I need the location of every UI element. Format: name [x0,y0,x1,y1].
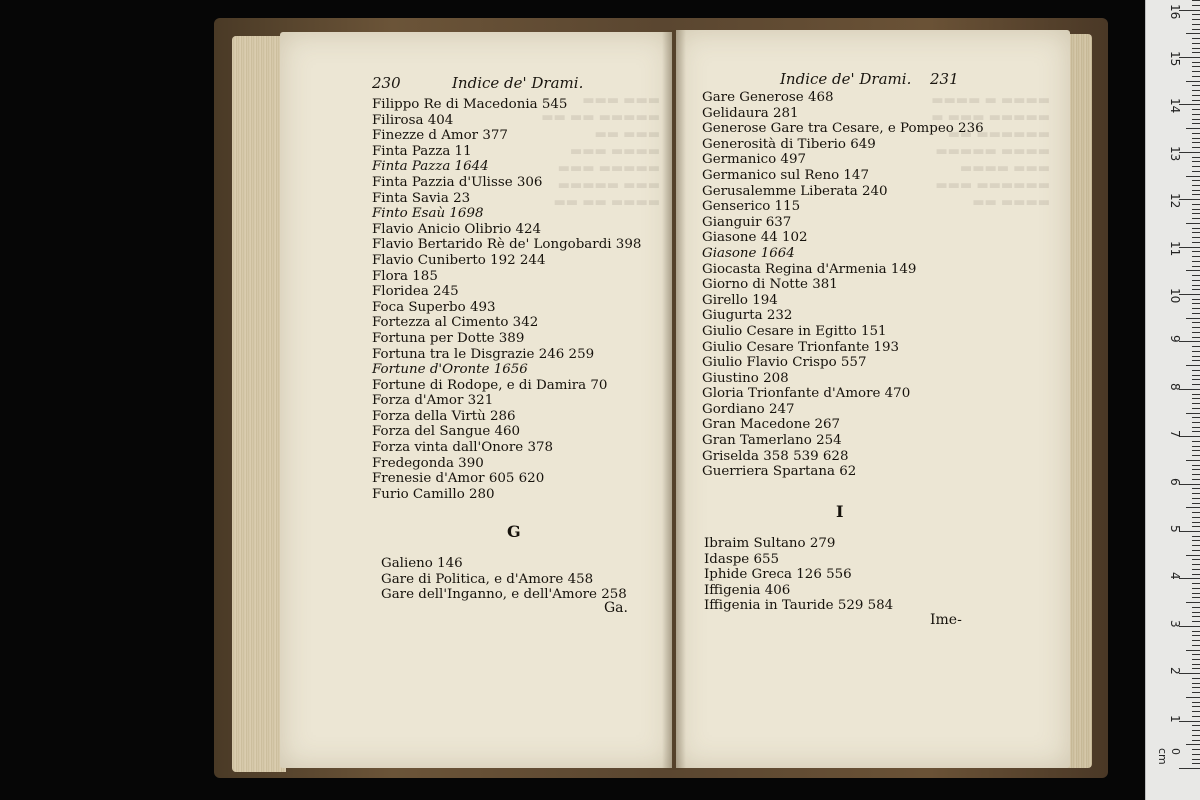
index-entry: Idaspe 655 [704,551,780,567]
ruler-tick [1192,455,1200,456]
ruler-tick [1192,251,1200,252]
index-entry: Fortezza al Cimento 342 [372,315,539,331]
ruler-tick [1192,232,1200,233]
ruler-tick [1186,460,1200,461]
ruler-tick [1192,218,1200,219]
ruler-tick [1192,749,1200,750]
ruler-tick [1192,474,1200,475]
ruler-tick [1186,33,1200,34]
ruler-tick [1179,436,1200,437]
ruler-number: 6 [1168,477,1182,486]
ruler-tick [1192,583,1200,584]
ruler-tick [1186,507,1200,508]
section-letter-g: G [507,522,521,541]
index-entry: Gianguir 637 [702,214,792,230]
ruler-tick [1192,133,1200,134]
ruler-number: 13 [1168,145,1182,162]
right-running-header: Indice de' Drami. [780,70,912,88]
right-page-number: 231 [930,70,959,88]
index-entry: Gordiano 247 [702,401,795,417]
ruler-tick [1192,95,1200,96]
index-entry: Giocasta Regina d'Armenia 149 [702,261,917,277]
index-entry: Genserico 115 [702,199,801,215]
ruler-tick [1192,711,1200,712]
ruler-tick [1192,408,1200,409]
ruler-tick [1192,427,1200,428]
ruler-tick [1192,209,1200,210]
ruler-tick [1192,237,1200,238]
ruler-tick [1192,450,1200,451]
ruler-tick [1192,19,1200,20]
ruler-tick [1192,62,1200,63]
ruler-tick [1179,721,1200,722]
ruler-tick [1192,280,1200,281]
ruler-tick [1192,289,1200,290]
ruler-tick [1192,303,1200,304]
index-entry: Giulio Cesare in Egitto 151 [702,323,887,339]
ruler-tick [1192,0,1200,1]
left-index-list [372,97,641,502]
ruler-tick [1179,10,1200,11]
ruler-tick [1192,398,1200,399]
ruler-tick [1179,673,1200,674]
ruler-tick [1186,413,1200,414]
ruler-tick [1192,664,1200,665]
ruler-number: 4 [1168,572,1182,581]
index-entry: Generose Gare tra Cesare, e Pompeo 236 [702,121,984,137]
ruler-tick [1192,261,1200,262]
ruler-number: 2 [1168,667,1182,675]
ruler-tick [1192,678,1200,679]
ruler-tick [1192,716,1200,717]
index-entry: Gloria Trionfante d'Amore 470 [702,386,911,402]
ruler-tick [1192,645,1200,646]
ruler-tick [1192,346,1200,347]
ruler-tick [1192,190,1200,191]
ruler-tick [1192,635,1200,636]
index-entry: Forza vinta dall'Onore 378 [372,440,554,456]
ruler-tick [1192,299,1200,300]
ruler-tick [1192,706,1200,707]
ruler-tick [1192,730,1200,731]
ruler-tick [1192,469,1200,470]
index-entry: Gran Macedone 267 [702,417,841,433]
ruler-tick [1192,574,1200,575]
ruler-tick [1192,683,1200,684]
ruler-tick [1192,631,1200,632]
left-page-number: 230 [372,74,401,92]
ruler-tick [1179,152,1200,153]
index-entry: Filirosa 404 [372,112,454,128]
ruler-tick [1192,43,1200,44]
index-entry: Giasone 1664 [702,245,795,261]
ruler-tick [1192,498,1200,499]
ruler-tick [1192,536,1200,537]
index-entry: Gare di Politica, e d'Amore 458 [381,571,594,587]
index-entry: Finta Pazza 11 [372,143,472,159]
ruler-tick [1192,446,1200,447]
left-running-header: Indice de' Drami. [452,74,584,92]
ruler-tick [1192,754,1200,755]
ruler-tick [1192,194,1200,195]
index-entry: Flavio Cuniberto 192 244 [372,252,546,268]
index-entry: Forza del Sangue 460 [372,424,521,440]
index-entry: Germanico 497 [702,152,806,168]
ruler-tick [1192,545,1200,546]
ruler-tick [1192,76,1200,77]
ruler-tick [1192,616,1200,617]
ruler-tick [1186,602,1200,603]
index-entry: Filippo Re di Macedonia 545 [372,97,568,112]
ruler-tick [1192,569,1200,570]
index-entry: Frenesie d'Amor 605 620 [372,471,545,487]
index-entry: Gare dell'Inganno, e dell'Amore 258 [381,587,627,603]
index-entry: Giulio Flavio Crispo 557 [702,355,867,371]
ruler-tick [1192,157,1200,158]
ruler-tick [1179,294,1200,295]
index-entry: Fredegonda 390 [372,455,484,471]
ruler-tick [1192,559,1200,560]
index-entry: Finto Esaù 1698 [372,206,484,222]
ruler-tick [1192,763,1200,764]
index-entry: Gare Generose 468 [702,90,834,105]
page-edges-left [232,36,286,772]
show-through-right: ▬▬▬▬ ▬ ▬▬▬▬ ▬▬▬▬▬ ▬▬▬ ▬ ▬▬▬▬▬▬ ▬▬ ▬▬▬▬ ▬▬▬▬▬ ▬▬▬ ▬▬▬▬ ▬▬▬▬▬▬ ▬▬▬ ▬▬▬▬ ▬▬ [931,93,1050,210]
ruler-number: 8 [1168,382,1182,391]
index-entry: Giulio Cesare Trionfante 193 [702,339,900,355]
show-through-left: ▬▬▬ ▬▬▬ ▬▬▬▬▬ ▬▬ ▬▬ ▬▬▬ ▬▬ ▬▬▬▬ ▬▬▬ ▬▬▬▬▬ ▬▬▬ ▬▬▬ ▬▬▬▬▬ ▬▬▬▬ ▬▬ ▬▬ [541,93,660,210]
ruler-tick [1192,692,1200,693]
ruler-tick [1186,176,1200,177]
ruler-tick [1192,668,1200,669]
ruler-tick [1192,735,1200,736]
index-entry: Girello 194 [702,292,778,308]
section-letter-i: I [836,502,844,521]
ruler-tick [1192,360,1200,361]
index-entry: Foca Superbo 493 [372,299,496,315]
ruler-tick [1192,52,1200,53]
ruler-tick [1192,441,1200,442]
index-entry: Ibraim Sultano 279 [704,536,836,551]
ruler-tick [1192,285,1200,286]
ruler-tick [1192,431,1200,432]
ruler-tick [1192,422,1200,423]
ruler-tick [1192,114,1200,115]
ruler-tick [1179,578,1200,579]
ruler-tick [1192,213,1200,214]
index-entry: Gran Tamerlano 254 [702,433,842,449]
ruler-tick [1192,166,1200,167]
ruler-tick [1179,484,1200,485]
ruler-tick [1186,318,1200,319]
ruler-number: 12 [1168,193,1182,209]
ruler-tick [1192,375,1200,376]
index-entry: Fortuna per Dotte 389 [372,330,525,346]
ruler-tick [1192,384,1200,385]
ruler-tick [1192,351,1200,352]
ruler-tick [1192,488,1200,489]
ruler-number: 3 [1168,619,1182,628]
index-entry: Galieno 146 [381,556,463,571]
ruler-tick [1192,38,1200,39]
left-catchword: Ga. [604,600,628,616]
ruler-tick [1179,57,1200,58]
index-entry: Gerusalemme Liberata 240 [702,183,888,199]
index-entry: Giasone 44 102 [702,230,808,246]
ruler-tick [1179,341,1200,342]
ruler-number: 5 [1168,525,1182,533]
ruler-tick [1192,479,1200,480]
ruler-tick [1192,332,1200,333]
ruler-tick [1192,687,1200,688]
ruler-tick [1192,356,1200,357]
ruler-tick [1179,626,1200,627]
ruler-tick [1192,517,1200,518]
index-entry: Germanico sul Reno 147 [702,167,869,183]
ruler-tick [1192,109,1200,110]
ruler-tick [1179,768,1200,769]
index-entry: Furio Camillo 280 [372,486,495,502]
ruler-tick [1192,621,1200,622]
ruler-tick [1179,389,1200,390]
ruler-tick [1192,180,1200,181]
measuring-ruler [1145,0,1200,800]
ruler-tick [1192,725,1200,726]
ruler-tick [1192,540,1200,541]
index-entry: Giugurta 232 [702,308,793,324]
index-entry: Iffigenia 406 [704,582,791,598]
ruler-tick [1179,104,1200,105]
ruler-tick [1192,403,1200,404]
ruler-tick [1192,512,1200,513]
ruler-tick [1192,313,1200,314]
ruler-tick [1192,740,1200,741]
ruler-tick [1192,337,1200,338]
ruler-number: 10 [1168,288,1182,304]
index-entry: Flora 185 [372,268,438,284]
ruler-tick [1192,119,1200,120]
ruler-tick [1192,564,1200,565]
right-catchword: Ime- [930,612,962,628]
ruler-tick [1192,138,1200,139]
index-entry: Griselda 358 539 628 [702,448,849,464]
ruler-tick [1192,275,1200,276]
left-index-list-g [381,556,627,603]
ruler-tick [1192,607,1200,608]
ruler-tick [1192,266,1200,267]
ruler-tick [1192,14,1200,15]
ruler-tick [1192,597,1200,598]
ruler-tick [1186,223,1200,224]
index-entry: Giustino 208 [702,370,789,386]
ruler-tick [1192,759,1200,760]
right-index-list-i [704,536,893,614]
index-entry: Guerriera Spartana 62 [702,464,857,480]
index-entry: Finta Savia 23 [372,190,471,206]
ruler-tick [1179,531,1200,532]
ruler-tick [1192,171,1200,172]
index-entry: Generosità di Tiberio 649 [702,136,876,152]
ruler-number: 11 [1168,240,1182,256]
index-entry: Finta Pazzia d'Ulisse 306 [372,174,543,190]
ruler-tick [1186,81,1200,82]
ruler-tick [1192,417,1200,418]
ruler-tick [1192,66,1200,67]
index-entry: Giorno di Notte 381 [702,277,838,293]
ruler-tick [1179,199,1200,200]
ruler-tick [1192,100,1200,101]
index-entry: Iphide Greca 126 556 [704,567,852,583]
ruler-tick [1192,522,1200,523]
ruler-tick [1192,370,1200,371]
ruler-tick [1192,5,1200,6]
ruler-tick [1186,365,1200,366]
ruler-number: 9 [1168,335,1182,344]
ruler-tick [1192,612,1200,613]
ruler-tick [1186,697,1200,698]
ruler-tick [1192,228,1200,229]
ruler-tick [1192,550,1200,551]
ruler-tick [1192,493,1200,494]
ruler-tick [1192,640,1200,641]
ruler-tick [1179,247,1200,248]
ruler-number: 15 [1168,51,1182,67]
ruler-tick [1192,123,1200,124]
ruler-tick [1192,588,1200,589]
ruler-tick [1192,327,1200,328]
ruler-tick [1192,29,1200,30]
right-index-list [702,90,984,480]
ruler-tick [1186,128,1200,129]
index-entry: Gelidaura 281 [702,105,799,121]
ruler-tick [1192,90,1200,91]
ruler-tick [1192,526,1200,527]
index-entry: Iffigenia in Tauride 529 584 [704,598,894,614]
ruler-tick [1186,555,1200,556]
ruler-tick [1192,185,1200,186]
ruler-tick [1192,48,1200,49]
index-entry: Finezze d Amor 377 [372,128,508,144]
ruler-tick [1192,465,1200,466]
ruler-tick [1192,242,1200,243]
ruler-tick [1192,308,1200,309]
ruler-tick [1192,702,1200,703]
book-gutter [662,30,686,770]
ruler-tick [1192,256,1200,257]
ruler-tick [1192,147,1200,148]
ruler-tick [1192,142,1200,143]
index-entry: Flavio Bertarido Rè de' Longobardi 398 [372,237,642,253]
ruler-tick [1192,379,1200,380]
ruler-tick [1186,744,1200,745]
ruler-number: 1 [1168,714,1182,723]
ruler-tick [1192,394,1200,395]
ruler-tick [1192,24,1200,25]
index-entry: Flavio Anicio Olibrio 424 [372,221,542,237]
ruler-unit-label: 0 cm [1156,748,1182,765]
index-entry: Fortune di Rodope, e di Damira 70 [372,377,608,393]
index-entry: Forza della Virtù 286 [372,408,516,424]
ruler-tick [1192,654,1200,655]
ruler-tick [1192,659,1200,660]
index-entry: Fortune d'Oronte 1656 [372,362,528,378]
ruler-tick [1192,85,1200,86]
index-entry: Finta Pazza 1644 [372,159,489,175]
ruler-number: 16 [1168,3,1182,19]
ruler-tick [1186,270,1200,271]
ruler-tick [1192,503,1200,504]
index-entry: Floridea 245 [372,284,459,300]
ruler-tick [1192,161,1200,162]
ruler-tick [1192,322,1200,323]
ruler-tick [1192,204,1200,205]
ruler-tick [1192,593,1200,594]
ruler-number: 7 [1168,430,1182,438]
index-entry: Fortuna tra le Disgrazie 246 259 [372,346,595,362]
ruler-tick [1186,650,1200,651]
ruler-number: 14 [1168,98,1182,114]
index-entry: Forza d'Amor 321 [372,393,494,409]
ruler-tick [1192,71,1200,72]
